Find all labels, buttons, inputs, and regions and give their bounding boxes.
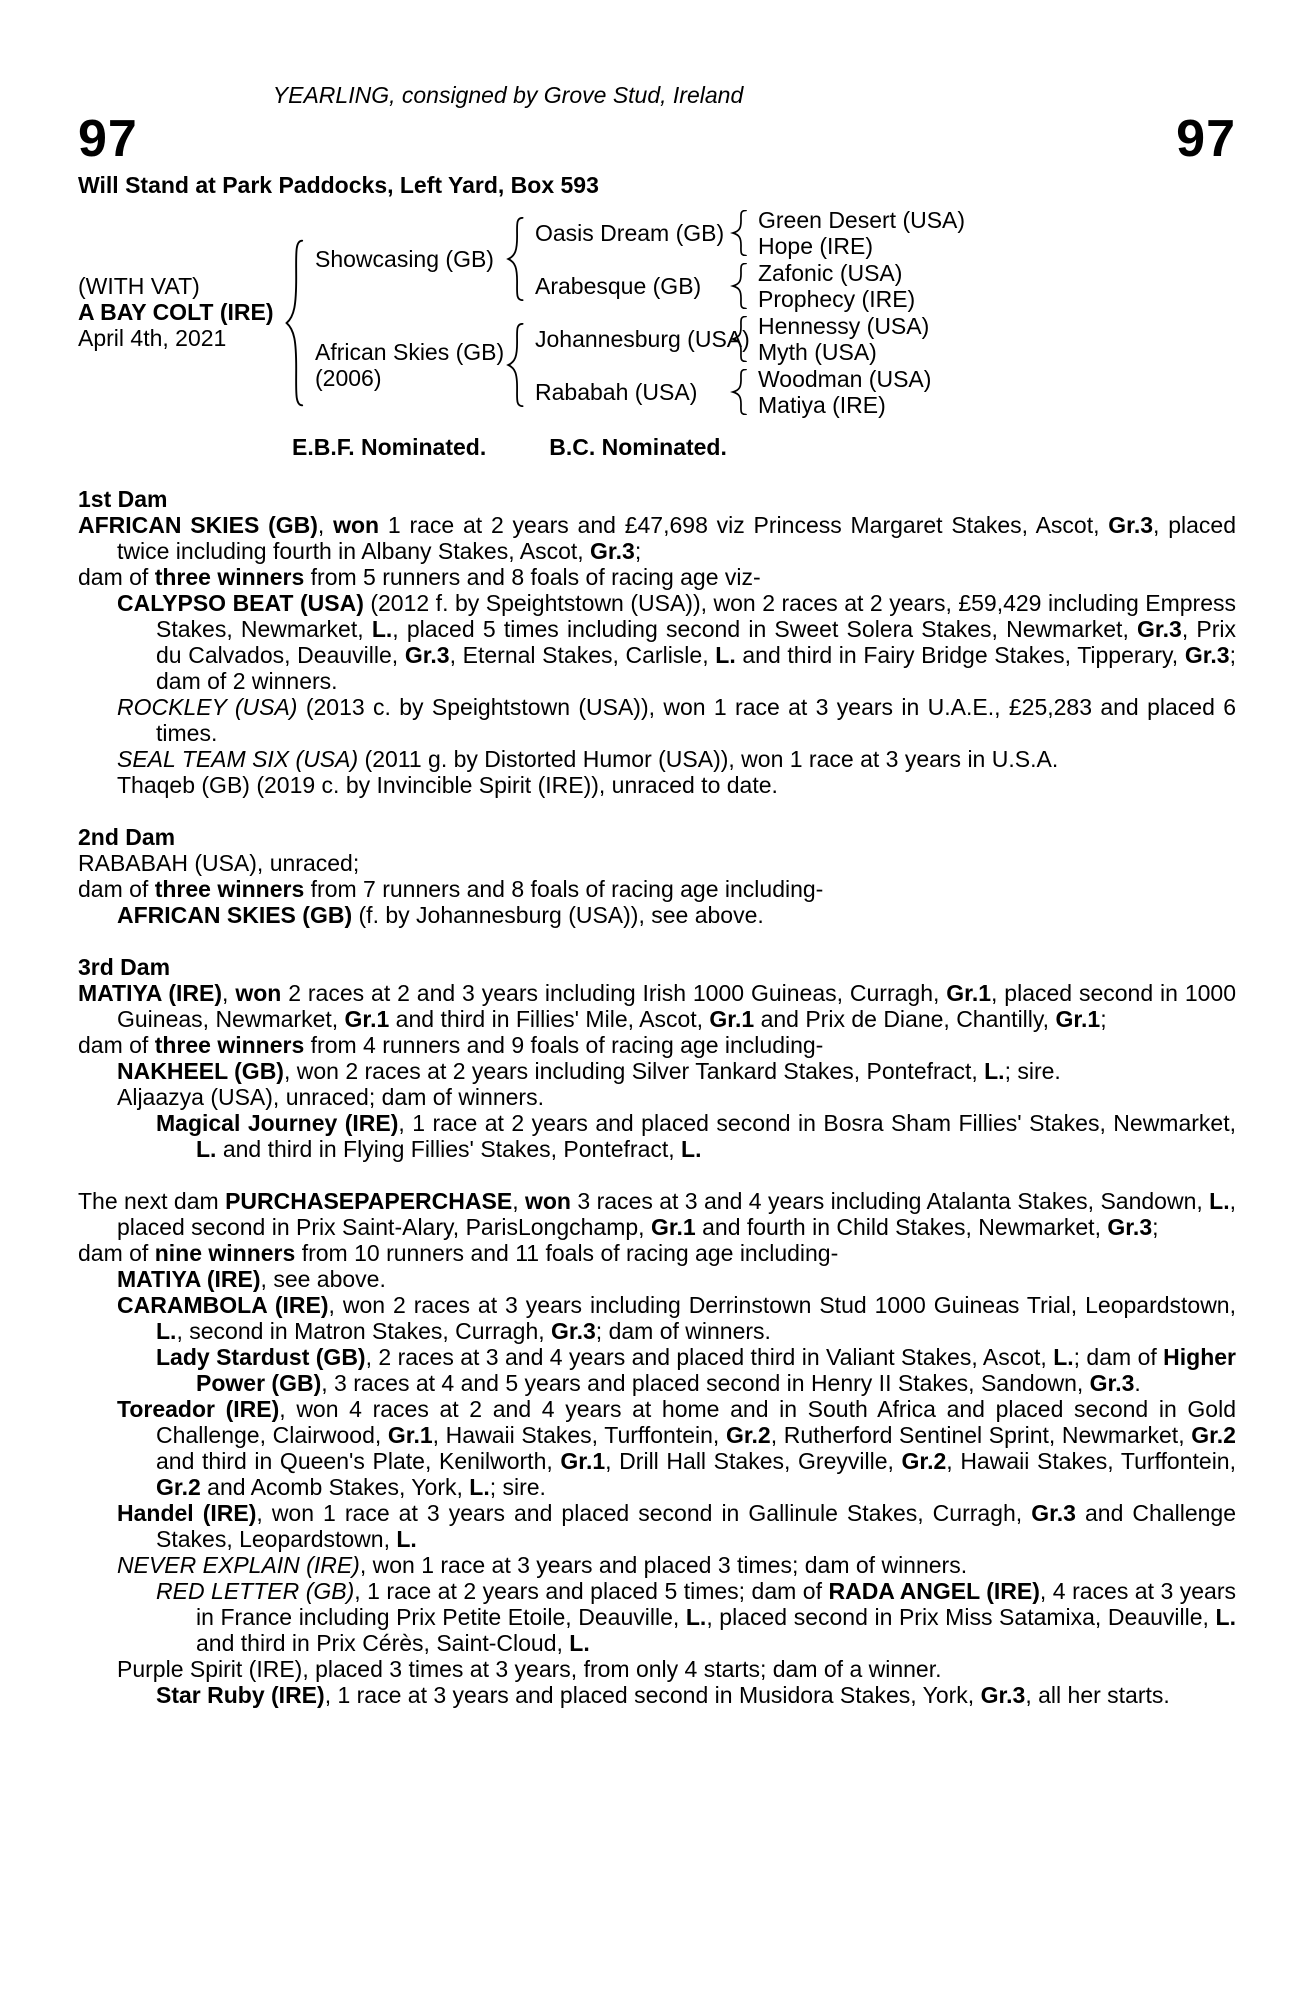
catalog-paragraph: MATIYA (IRE), won 2 races at 2 and 3 years including Irish 1000 Guineas, Curragh, Gr.1, placed second in 1000 Guineas, Newmarket, Gr.1 and third in Fillies' Mile, Ascot, Gr.1 and Prix de Diane, Chantilly, Gr.1; <box>78 980 1236 1032</box>
brace-icon <box>505 217 527 301</box>
page-header <box>78 56 1236 168</box>
lot-number-left: 97 <box>78 110 138 168</box>
catalog-paragraph: ROCKLEY (USA) (2013 c. by Speightstown (USA)), won 1 race at 3 years in U.A.E., £25,283 and placed 6 times. <box>117 694 1236 746</box>
ancestor-name: Myth (USA) <box>758 338 877 365</box>
catalog-paragraph: MATIYA (IRE), see above. <box>117 1266 386 1292</box>
foal-date: April 4th, 2021 <box>78 325 227 351</box>
grandsire-name: Johannesburg (USA) <box>535 325 750 352</box>
dam-section <box>78 954 1236 1162</box>
pedigree-tree <box>78 206 1236 418</box>
catalog-paragraph: RABABAH (USA), unraced; <box>78 850 360 876</box>
bc-nomination: B.C. Nominated. <box>549 434 727 460</box>
catalog-paragraph: Aljaazya (USA), unraced; dam of winners. <box>117 1084 544 1110</box>
brace-icon <box>505 323 527 407</box>
catalog-paragraph: AFRICAN SKIES (GB) (f. by Johannesburg (USA)), see above. <box>117 902 764 928</box>
section-heading: 1st Dam <box>78 486 168 512</box>
catalog-paragraph: Purple Spirit (IRE), placed 3 times at 3 years, from only 4 starts; dam of a winner. <box>117 1656 942 1682</box>
catalog-paragraph: dam of three winners from 7 runners and 8 foals of racing age including- <box>78 876 824 902</box>
granddam-name: Rababah (USA) <box>535 378 698 405</box>
catalog-paragraph: Star Ruby (IRE), 1 race at 3 years and placed second in Musidora Stakes, York, Gr.3, all her starts. <box>156 1682 1170 1708</box>
ancestor-name: Prophecy (IRE) <box>758 285 916 312</box>
catalog-paragraph: NAKHEEL (GB), won 2 races at 2 years including Silver Tankard Stakes, Pontefract, L.; sire. <box>117 1058 1061 1084</box>
dam-name-line: African Skies (GB) <box>315 339 505 365</box>
brace-icon <box>730 316 750 362</box>
catalog-paragraph: AFRICAN SKIES (GB), won 1 race at 2 years and £47,698 viz Princess Margaret Stakes, Ascot, Gr.3, placed twice including fourth in Albany Stakes, Ascot, Gr.3; <box>78 512 1236 564</box>
colt-info <box>78 206 283 418</box>
catalog-paragraph: RED LETTER (GB), 1 race at 2 years and placed 5 times; dam of RADA ANGEL (IRE), 4 races at 3 years in France including Prix Petite Etoile, Deauville, L., placed second in Prix Miss Satamixa, Deauville, L. and third in Prix Cérès, Saint-Cloud, L. <box>156 1578 1236 1656</box>
brace-icon <box>730 210 750 256</box>
colt-name: A BAY COLT (IRE) <box>78 299 274 325</box>
dam-year: (2006) <box>315 365 382 391</box>
grandsire-name: Oasis Dream (GB) <box>535 219 725 246</box>
catalog-paragraph: Toreador (IRE), won 4 races at 2 and 4 years at home and in South Africa and placed second in Gold Challenge, Clairwood, Gr.1, Hawaii Stakes, Turffontein, Gr.2, Rutherford Sentinel Sprint, Newmarket, Gr.2 and third in Queen's Plate, Kenilworth, Gr.1, Drill Hall Stakes, Greyville, Gr.2, Hawaii Stakes, Turffontein, Gr.2 and Acomb Stakes, York, L.; sire. <box>117 1396 1236 1500</box>
ancestor-name: Zafonic (USA) <box>758 259 903 286</box>
ancestor-name: Hennessy (USA) <box>758 312 930 339</box>
ancestor-name: Woodman (USA) <box>758 365 932 392</box>
catalog-paragraph: Magical Journey (IRE), 1 race at 2 years and placed second in Bosra Sham Fillies' Stakes, Newmarket, L. and third in Flying Fillies' Stakes, Pontefract, L. <box>156 1110 1236 1162</box>
ancestor-name: Matiya (IRE) <box>758 391 886 418</box>
lot-number-right: 97 <box>1176 110 1236 168</box>
pedigree-sections <box>78 486 1236 1708</box>
granddam-name: Arabesque (GB) <box>535 272 702 299</box>
catalog-paragraph: The next dam PURCHASEPAPERCHASE, won 3 races at 3 and 4 years including Atalanta Stakes, Sandown, L., placed second in Prix Saint-Alary, ParisLongchamp, Gr.1 and fourth in Child Stakes, Newmarket, Gr.3; <box>78 1188 1236 1240</box>
catalog-paragraph: CALYPSO BEAT (USA) (2012 f. by Speightstown (USA)), won 2 races at 2 years, £59,429 including Empress Stakes, Newmarket, L., placed 5 times including second in Sweet Solera Stakes, Newmarket, Gr.3, Prix du Calvados, Deauville, Gr.3, Eternal Stakes, Carlisle, L. and third in Fairy Bridge Stakes, Tipperary, Gr.3; dam of 2 winners. <box>117 590 1237 694</box>
ancestor-name: Green Desert (USA) <box>758 206 966 233</box>
catalog-paragraph: SEAL TEAM SIX (USA) (2011 g. by Distorted Humor (USA)), won 1 race at 3 years in U.S.A. <box>117 746 1059 772</box>
ebf-nomination: E.B.F. Nominated. <box>292 434 487 460</box>
grandsire-branch <box>527 312 1236 365</box>
catalog-paragraph: dam of three winners from 4 runners and 9 foals of racing age including- <box>78 1032 824 1058</box>
catalog-paragraph: NEVER EXPLAIN (IRE), won 1 race at 3 years and placed 3 times; dam of winners. <box>117 1552 968 1578</box>
vat-note: (WITH VAT) <box>78 273 200 299</box>
dam-branch <box>307 312 1236 418</box>
brace-icon <box>283 239 307 407</box>
brace-icon <box>730 263 750 309</box>
dam-name <box>307 339 505 391</box>
consignment-title: YEARLING, consigned by Grove Stud, Ireland <box>272 82 744 108</box>
catalog-paragraph: Thaqeb (GB) (2019 c. by Invincible Spirit (IRE)), unraced to date. <box>117 772 778 798</box>
ancestor-name: Hope (IRE) <box>758 232 874 259</box>
dam-section <box>78 1188 1236 1708</box>
pedigree-generation-2 <box>307 206 1236 418</box>
brace-icon <box>730 369 750 415</box>
catalog-paragraph: dam of three winners from 5 runners and 8 foals of racing age viz- <box>78 564 761 590</box>
granddam-branch <box>527 365 1236 418</box>
catalog-paragraph: Lady Stardust (GB), 2 races at 3 and 4 years and placed third in Valiant Stakes, Ascot, L.; dam of Higher Power (GB), 3 races at 4 and 5 years and placed second in Henry II Stakes, Sandown, Gr.3. <box>156 1344 1237 1396</box>
dam-section <box>78 824 1236 928</box>
catalog-paragraph: Handel (IRE), won 1 race at 3 years and placed second in Gallinule Stakes, Curragh, Gr.3 and Challenge Stakes, Leopardstown, L. <box>117 1500 1237 1552</box>
stand-location: Will Stand at Park Paddocks, Left Yard, Box 593 <box>78 172 599 198</box>
sire-branch <box>307 206 1236 312</box>
catalog-paragraph: dam of nine winners from 10 runners and 11 foals of racing age including- <box>78 1240 839 1266</box>
dam-section <box>78 486 1236 798</box>
section-heading: 3rd Dam <box>78 954 171 980</box>
sire-name: Showcasing (GB) <box>315 246 494 272</box>
catalog-paragraph: CARAMBOLA (IRE), won 2 races at 3 years including Derrinstown Stud 1000 Guineas Trial, Leopardstown, L., second in Matron Stakes, Curragh, Gr.3; dam of winners. <box>117 1292 1236 1344</box>
section-heading: 2nd Dam <box>78 824 176 850</box>
nominations-row <box>78 434 1236 460</box>
grandsire-branch <box>527 206 1236 259</box>
granddam-branch <box>527 259 1236 312</box>
